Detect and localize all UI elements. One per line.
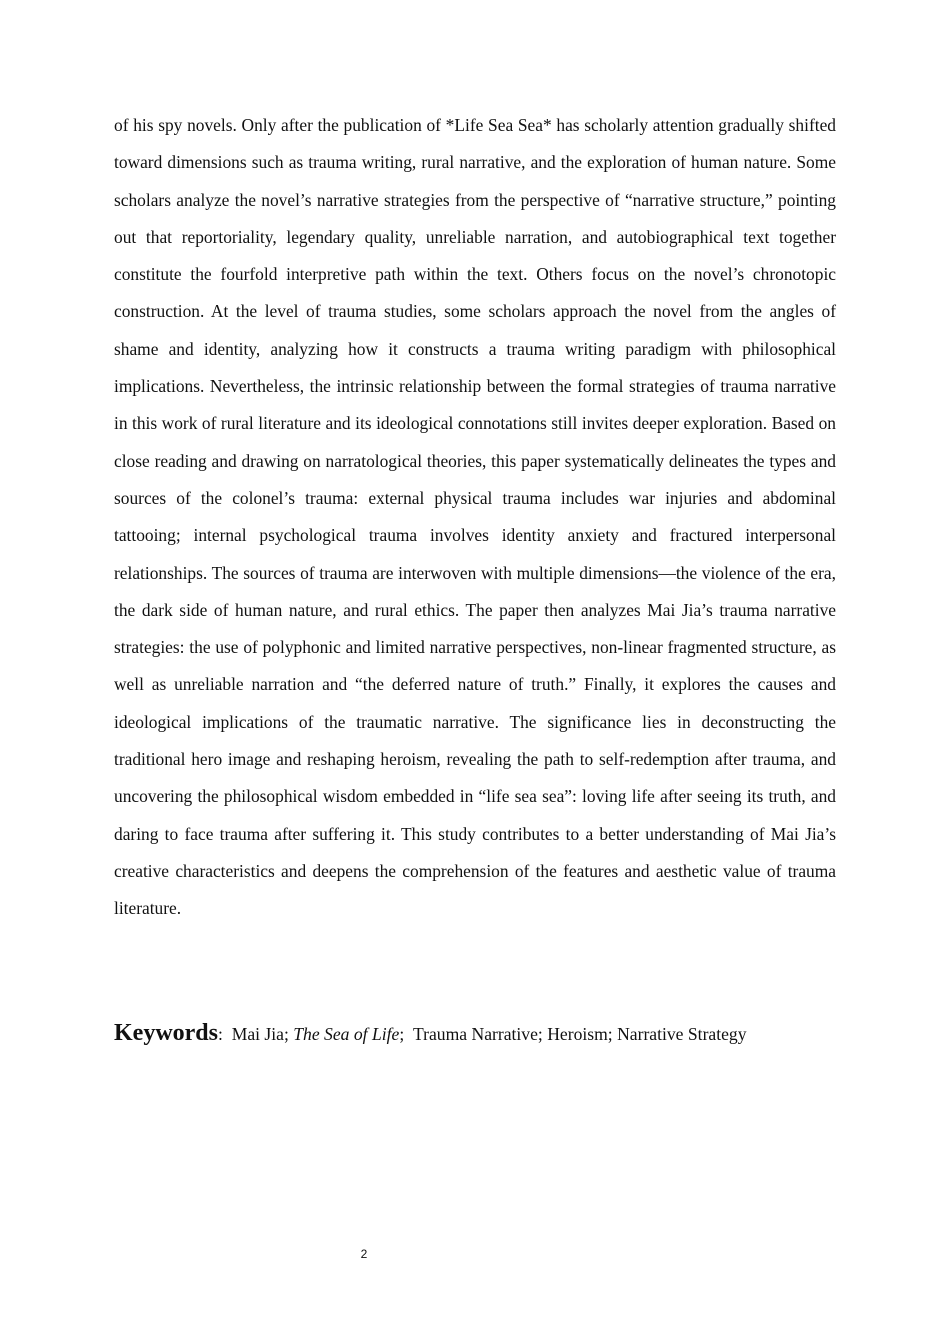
keyword-item: Mai Jia; (231, 1024, 289, 1044)
keyword-list-rest: Trauma Narrative; Heroism; Narrative Strategy (413, 1024, 747, 1044)
keywords-colon: : (218, 1024, 223, 1044)
abstract-paragraph: of his spy novels. Only after the publication of *Life Sea Sea* has scholarly attention gradually shifted toward dimensions such as trauma writing, rural narrative, and the exploration of human nature. Some scholars analyze the novel’s narrative strategies from the perspective of “narrative structure,” pointing out that reportoriality, legendary quality, unreliable narration, and autobiographical text together constitute the fourfold interpretive path within the text. Others focus on the novel’s chronotopic construction. At the level of trauma studies, some scholars approach the novel from the angles of shame and identity, analyzing how it constructs a trauma writing paradigm with philosophical implications. Nevertheless, the intrinsic relationship between the formal strategies of trauma narrative in this work of rural literature and its ideological connotations still invites deeper exploration. Based on close reading and drawing on narratological theories, this paper systematically delineates the types and sources of the colonel’s trauma: external physical trauma includes war injuries and abdominal tattooing; internal psychological trauma involves identity anxiety and fractured interpersonal relationships. The sources of trauma are interwoven with multiple dimensions—the violence of the era, the dark side of human nature, and rural ethics. The paper then analyzes Mai Jia’s trauma narrative strategies: the use of polyphonic and limited narrative perspectives, non-linear fragmented structure, as well as unreliable narration and “the deferred nature of truth.” Finally, it explores the causes and ideological implications of the traumatic narrative. The significance lies in deconstructing the traditional hero image and reshaping heroism, revealing the path to self-redemption after trauma, and uncovering the philosophical wisdom embedded in “life sea sea”: loving life after seeing its truth, and daring to face trauma after suffering it. This study contributes to a better understanding of Mai Jia’s creative characteristics and deepens the comprehension of the features and aesthetic value of trauma literature. (114, 115, 836, 919)
page-number: 2 (360, 1247, 368, 1261)
keyword-item-separator: ; (399, 1024, 405, 1044)
keywords-label: Keywords (114, 1020, 218, 1046)
keywords-line (114, 1015, 874, 1052)
keyword-item-italic: The Sea of Life (293, 1024, 400, 1044)
